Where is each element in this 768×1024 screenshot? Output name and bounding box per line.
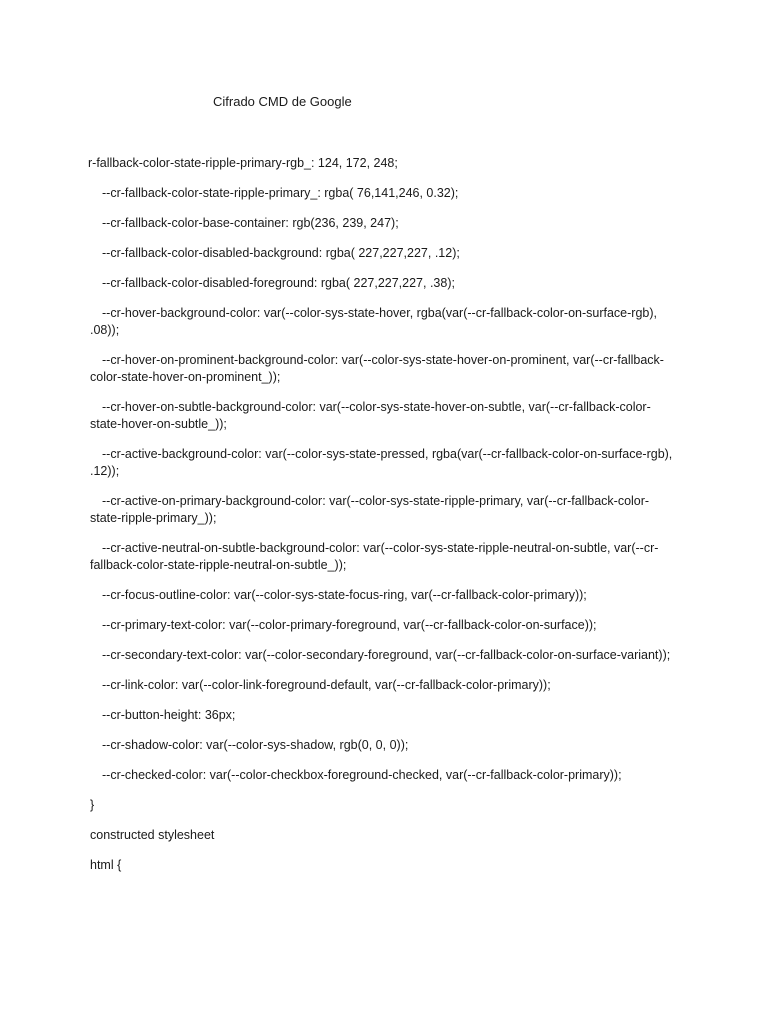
- text-line: --cr-shadow-color: var(--color-sys-shadow, rgb(0, 0, 0));: [102, 738, 409, 752]
- document-body: [90, 155, 680, 887]
- text-line: --cr-hover-on-prominent-background-color: var(--color-sys-state-hover-on-prominent, var(--cr-fallback-color-state-hover-on-prominent_));: [90, 353, 664, 384]
- text-line: --cr-fallback-color-base-container: rgb(236, 239, 247);: [102, 216, 399, 230]
- text-line: --cr-focus-outline-color: var(--color-sys-state-focus-ring, var(--cr-fallback-color-primary));: [102, 588, 587, 602]
- text-line: --cr-hover-on-subtle-background-color: var(--color-sys-state-hover-on-subtle, var(--cr-fallback-color-state-hover-on-subtle_));: [90, 400, 651, 431]
- text-line: --cr-active-neutral-on-subtle-background-color: var(--color-sys-state-ripple-neutral-on-subtle, var(--cr-fallback-color-state-ripple-neutral-on-subtle_));: [90, 541, 659, 572]
- text-line: --cr-fallback-color-disabled-foreground: rgba( 227,227,227, .38);: [102, 276, 455, 290]
- text-line: --cr-fallback-color-state-ripple-primary_: rgba( 76,141,246, 0.32);: [102, 186, 459, 200]
- text-line: --cr-active-background-color: var(--color-sys-state-pressed, rgba(var(--cr-fallback-color-on-surface-rgb), .12));: [90, 447, 673, 478]
- text-line: --cr-fallback-color-disabled-background: rgba( 227,227,227, .12);: [102, 246, 460, 260]
- text-line: --cr-hover-background-color: var(--color-sys-state-hover, rgba(var(--cr-fallback-color-on-surface-rgb), .08));: [90, 306, 657, 337]
- text-line: --cr-primary-text-color: var(--color-primary-foreground, var(--cr-fallback-color-on-surface));: [102, 618, 597, 632]
- text-line: --cr-secondary-text-color: var(--color-secondary-foreground, var(--cr-fallback-color-on-surface-variant));: [102, 648, 671, 662]
- document-title: Cifrado CMD de Google: [213, 94, 352, 109]
- text-line: --cr-active-on-primary-background-color: var(--color-sys-state-ripple-primary, var(--cr-fallback-color-state-ripple-primary_));: [90, 494, 650, 525]
- text-line: html {: [90, 858, 122, 872]
- closing-brace: }: [90, 798, 95, 812]
- text-line: r-fallback-color-state-ripple-primary-rgb_: 124, 172, 248;: [88, 156, 398, 170]
- text-line: --cr-link-color: var(--color-link-foreground-default, var(--cr-fallback-color-primary));: [102, 678, 551, 692]
- text-line: --cr-button-height: 36px;: [102, 708, 236, 722]
- text-line: --cr-checked-color: var(--color-checkbox-foreground-checked, var(--cr-fallback-color-primary));: [102, 768, 622, 782]
- section-label: constructed stylesheet: [90, 828, 215, 842]
